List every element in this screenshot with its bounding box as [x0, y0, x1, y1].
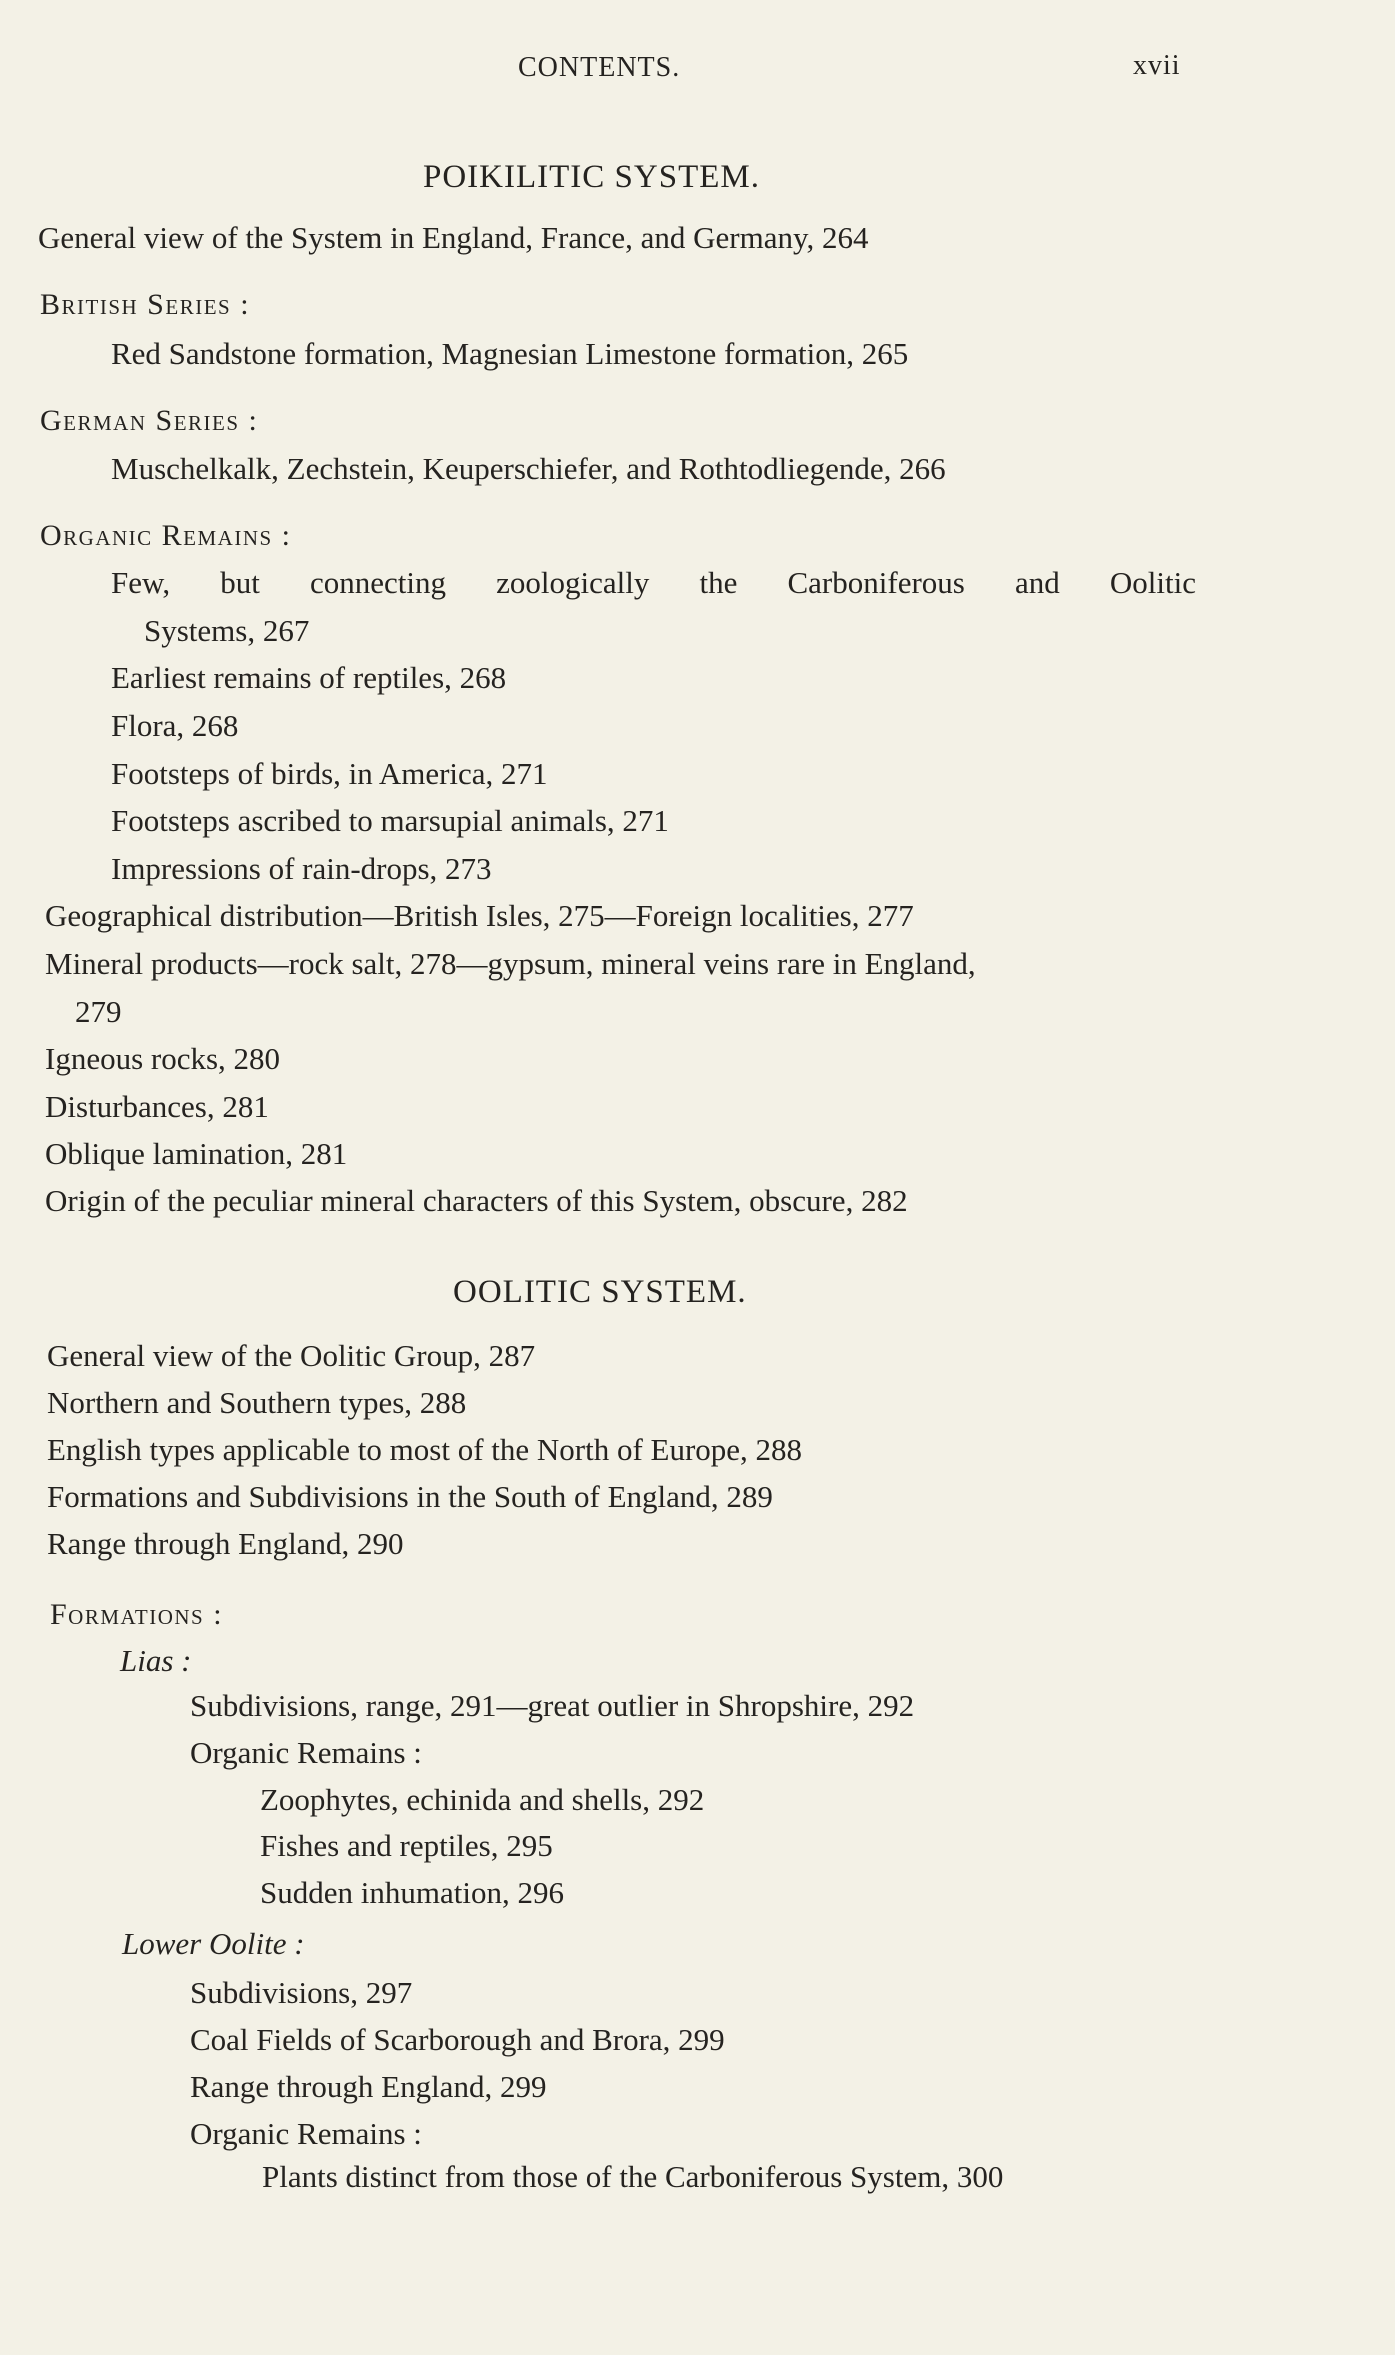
heading-british-series: British Series : — [40, 288, 251, 321]
entry-plants-distinct: Plants distinct from those of the Carboniferous System, 300 — [262, 2159, 1004, 2194]
entry-range-england: Range through England, 290 — [47, 1526, 404, 1561]
entry-geographical: Geographical distribution—British Isles, 275—Foreign localities, 277 — [45, 898, 914, 933]
entry-oblique: Oblique lamination, 281 — [45, 1136, 348, 1171]
entry-disturbances: Disturbances, 281 — [45, 1089, 269, 1124]
heading-lower-organic: Organic Remains : — [190, 2116, 422, 2151]
entry-footsteps-marsupial: Footsteps ascribed to marsupial animals, 271 — [111, 803, 669, 838]
heading-formations: Formations : — [50, 1598, 224, 1631]
section-title-poikilitic: POIKILITIC SYSTEM. — [423, 159, 760, 195]
entry-mineral-279: 279 — [75, 994, 122, 1029]
entry-igneous: Igneous rocks, 280 — [45, 1041, 281, 1076]
entry-coal-fields: Coal Fields of Scarborough and Brora, 299 — [190, 2022, 725, 2057]
word: the — [699, 565, 738, 600]
word: and — [1014, 565, 1060, 600]
entry-fishes-reptiles: Fishes and reptiles, 295 — [260, 1828, 553, 1863]
entry-origin: Origin of the peculiar mineral characters of this System, obscure, 282 — [45, 1183, 908, 1218]
entry-systems-267: Systems, 267 — [144, 613, 310, 648]
heading-organic-remains: Organic Remains : — [40, 519, 292, 552]
heading-lias-organic: Organic Remains : — [190, 1735, 422, 1770]
heading-lias: Lias : — [120, 1643, 192, 1678]
entry-rain-drops: Impressions of rain-drops, 273 — [111, 851, 492, 886]
entry-flora: Flora, 268 — [111, 708, 239, 743]
entry-red-sandstone: Red Sandstone formation, Magnesian Limestone formation, 265 — [111, 336, 909, 371]
page-number: xvii — [1133, 50, 1181, 81]
heading-german-series: German Series : — [40, 404, 259, 437]
entry-lower-range: Range through England, 299 — [190, 2069, 547, 2104]
entry-oolitic-general: General view of the Oolitic Group, 287 — [47, 1338, 536, 1373]
word: Few, — [111, 565, 171, 600]
entry-muschelkalk: Muschelkalk, Zechstein, Keuperschiefer, and Rothtodliegende, 266 — [111, 451, 946, 486]
word: connecting — [310, 565, 447, 600]
entry-mineral-products: Mineral products—rock salt, 278—gypsum, mineral veins rare in England, — [45, 946, 976, 981]
entry-formations-subdivisions: Formations and Subdivisions in the South of England, 289 — [47, 1479, 773, 1514]
entry-zoophytes: Zoophytes, echinida and shells, 292 — [260, 1782, 705, 1817]
entry-general-view: General view of the System in England, France, and Germany, 264 — [38, 220, 869, 255]
entry-footsteps-birds: Footsteps of birds, in America, 271 — [111, 756, 548, 791]
entry-lower-subdivisions: Subdivisions, 297 — [190, 1975, 413, 2010]
word: Oolitic — [1109, 565, 1196, 600]
word: but — [220, 565, 260, 600]
word: Carboniferous — [787, 565, 965, 600]
entry-earliest-reptiles: Earliest remains of reptiles, 268 — [111, 660, 507, 695]
entry-sudden-inhumation: Sudden inhumation, 296 — [260, 1875, 564, 1910]
heading-lower-oolite: Lower Oolite : — [122, 1926, 305, 1961]
entry-lias-subdivisions: Subdivisions, range, 291—great outlier in Shropshire, 292 — [190, 1688, 915, 1723]
section-title-oolitic: OOLITIC SYSTEM. — [453, 1274, 747, 1310]
running-title: CONTENTS. — [518, 52, 681, 83]
word: zoologically — [496, 565, 650, 600]
entry-northern-southern: Northern and Southern types, 288 — [47, 1385, 467, 1420]
entry-english-types: English types applicable to most of the North of Europe, 288 — [47, 1432, 803, 1467]
entry-few-connecting — [111, 563, 1196, 603]
